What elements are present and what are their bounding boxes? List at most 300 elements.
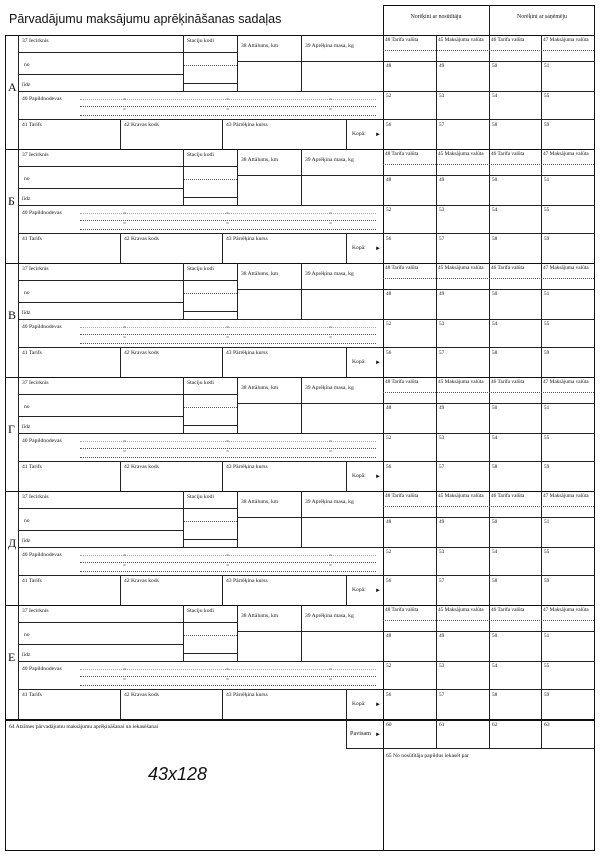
block-3-rrow-dots bbox=[383, 278, 594, 279]
block-2-extra-dots-2 bbox=[80, 229, 376, 230]
total-box-left bbox=[346, 720, 347, 748]
block-4-col-station bbox=[183, 377, 184, 433]
sender-extra-label: 65 No nosūtītāja papildus iekasēt par bbox=[386, 753, 469, 759]
block-4-row-3 bbox=[18, 433, 383, 434]
block-3-cell-50: 50 bbox=[492, 291, 498, 297]
block-4-row-mass bbox=[237, 403, 383, 404]
block-5-extra-dots-2 bbox=[80, 571, 376, 572]
block-1-row-4 bbox=[18, 119, 383, 120]
block-4-cell-51: 51 bbox=[544, 405, 550, 411]
block-4-label-total: Kopā: bbox=[352, 473, 366, 479]
block-5-cell-48: 48 bbox=[386, 519, 392, 525]
block-3-row-1c bbox=[183, 293, 237, 294]
block-2-row-1b bbox=[183, 166, 237, 167]
block-5-cell-56: 56 bbox=[386, 578, 392, 584]
block-4-label-distance: 38 Attālums, km bbox=[241, 385, 279, 391]
block-3-eq-a-1: = bbox=[226, 325, 230, 331]
block-6-eq-b-0: = bbox=[123, 677, 127, 683]
block-5-label-extra: 40 Papildnodevas bbox=[22, 552, 62, 558]
block-1-label-tariff: 41 Tarifs bbox=[22, 122, 42, 128]
block-4-letter: Г bbox=[8, 422, 15, 436]
block-5-col-station bbox=[183, 491, 184, 547]
block-1-eq-b-0: = bbox=[123, 107, 127, 113]
block-3-col-station bbox=[183, 263, 184, 319]
block-3-cell-59: 59 bbox=[544, 350, 550, 356]
block-6-rcol-3 bbox=[489, 605, 490, 719]
block-2-cell-58: 58 bbox=[492, 236, 498, 242]
block-1-rcol-4 bbox=[541, 35, 542, 149]
block-3-eq-a-0: = bbox=[123, 325, 127, 331]
block-2-cell-53: 53 bbox=[439, 207, 445, 213]
total-box-bottom bbox=[346, 748, 594, 749]
block-5-cell-49: 49 bbox=[439, 519, 445, 525]
block-4-left-line bbox=[5, 377, 6, 491]
block-4-cell-55: 55 bbox=[544, 435, 550, 441]
block-1-row-2b bbox=[183, 83, 237, 84]
block-3-cell-57: 57 bbox=[439, 350, 445, 356]
block-3-left-line bbox=[5, 263, 6, 377]
block-4-row-2 bbox=[18, 416, 183, 417]
block-2-cell-54: 54 bbox=[492, 207, 498, 213]
block-4-right-line bbox=[594, 377, 595, 491]
block-3-row-mass bbox=[237, 289, 383, 290]
block-3-label-mass: 39 Aprēķina masa, kg bbox=[305, 271, 354, 277]
block-5-rrow-3 bbox=[383, 575, 594, 576]
block-3-cell-53: 53 bbox=[439, 321, 445, 327]
block-4-col-rate bbox=[222, 461, 223, 491]
footer-bottom-line bbox=[5, 850, 595, 851]
block-3-label-from: 37 Iecirknis bbox=[22, 266, 49, 272]
block-1-cell-57: 57 bbox=[439, 122, 445, 128]
block-3-eq-b-0: = bbox=[123, 335, 127, 341]
block-1-eq-b-1: = bbox=[226, 107, 230, 113]
block-4-label-tariff: 41 Tarifs bbox=[22, 464, 42, 470]
block-1-rrow-1 bbox=[383, 61, 594, 62]
block-1-col-distance bbox=[237, 35, 238, 91]
block-6-row-2 bbox=[18, 644, 183, 645]
block-2-cell-48-currency: 48 Tarifa valūta bbox=[385, 151, 419, 157]
block-4-col-cargo bbox=[120, 461, 121, 491]
block-4-label-station: Staciju kodi bbox=[187, 380, 214, 386]
block-2-row-1 bbox=[18, 166, 183, 167]
block-1-col-total bbox=[346, 119, 347, 149]
block-2-row-1c bbox=[183, 179, 237, 180]
block-5-cell-54: 54 bbox=[492, 549, 498, 555]
block-5-eq-b-0: = bbox=[123, 563, 127, 569]
block-5-col-rate bbox=[222, 575, 223, 605]
footer-col-2 bbox=[436, 720, 437, 748]
block-5-row-3 bbox=[18, 547, 383, 548]
block-1-col-cargo bbox=[120, 119, 121, 149]
block-5-cell-45: 45 Maksājuma valūta bbox=[438, 493, 484, 499]
block-3-eq-b-1: = bbox=[226, 335, 230, 341]
block-2-col-mass bbox=[301, 149, 302, 205]
block-4-eq-b-0: = bbox=[123, 449, 127, 455]
footer-col-4 bbox=[541, 720, 542, 748]
footer-left-line bbox=[5, 720, 6, 850]
block-5-row-1c bbox=[183, 521, 237, 522]
block-5-eq-a-2: = bbox=[329, 553, 333, 559]
block-4-label-from: 37 Iecirknis bbox=[22, 380, 49, 386]
block-3-rcol-2 bbox=[436, 263, 437, 377]
block-1-label-station: Staciju kodi bbox=[187, 38, 214, 44]
block-4-center-line bbox=[383, 377, 384, 491]
block-4-rrow-1 bbox=[383, 403, 594, 404]
block-6-label-total: Kopā: bbox=[352, 701, 366, 707]
block-6-eq-b-2: = bbox=[329, 677, 333, 683]
block-4-total-arrow-icon: ► bbox=[375, 474, 381, 480]
block-5-row-mass bbox=[237, 517, 383, 518]
block-3-eq-a-2: = bbox=[329, 325, 333, 331]
block-4-label-extra: 40 Papildnodevas bbox=[22, 438, 62, 444]
block-4-row-1b bbox=[183, 394, 237, 395]
block-4-cell-47: 47 Maksājuma valūta bbox=[543, 379, 589, 385]
block-3-right-line bbox=[594, 263, 595, 377]
block-1-row-1 bbox=[18, 52, 183, 53]
block-6-row-1c bbox=[183, 635, 237, 636]
block-6-extra-dots-2 bbox=[80, 685, 376, 686]
block-1-col-rate bbox=[222, 119, 223, 149]
block-6-rrow-1 bbox=[383, 631, 594, 632]
block-6-label-mass: 39 Aprēķina masa, kg bbox=[305, 613, 354, 619]
block-1-cell-52: 52 bbox=[386, 93, 392, 99]
block-6-label-to: no bbox=[24, 632, 30, 638]
block-2-center-line bbox=[383, 149, 384, 263]
cell-63: 63 bbox=[544, 722, 550, 728]
block-4-top-line bbox=[5, 377, 595, 378]
block-4-rrow-3 bbox=[383, 461, 594, 462]
block-5-col-total bbox=[346, 575, 347, 605]
block-4-rrow-dots bbox=[383, 392, 594, 393]
block-3-row-1 bbox=[18, 280, 183, 281]
block-6-letter: Е bbox=[8, 650, 16, 664]
block-6-cell-57: 57 bbox=[439, 692, 445, 698]
block-1-rrow-3 bbox=[383, 119, 594, 120]
block-5-letter: Д bbox=[8, 536, 17, 550]
block-2-total-arrow-icon: ► bbox=[375, 246, 381, 252]
block-1-label-distance: 38 Attālums, km bbox=[241, 43, 279, 49]
block-5-cell-55: 55 bbox=[544, 549, 550, 555]
block-2-left-line bbox=[5, 149, 6, 263]
form-title: Pārvadājumu maksājumu aprēķināšanas sadaļas bbox=[9, 12, 282, 26]
block-4-eq-a-1: = bbox=[226, 439, 230, 445]
block-3-label-rate: 43 Pārrēķina kurss bbox=[226, 350, 268, 356]
block-2-cell-45: 45 Maksājuma valūta bbox=[438, 151, 484, 157]
block-6-col-distance bbox=[237, 605, 238, 661]
block-1-left-line bbox=[5, 35, 6, 149]
block-5-cell-58: 58 bbox=[492, 578, 498, 584]
block-1-col-station bbox=[183, 35, 184, 91]
block-2-col-rate bbox=[222, 233, 223, 263]
block-6-cell-53: 53 bbox=[439, 663, 445, 669]
block-5-label-to: no bbox=[24, 518, 30, 524]
block-6-eq-a-0: = bbox=[123, 667, 127, 673]
block-2-label-extra: 40 Papildnodevas bbox=[22, 210, 62, 216]
block-3-cell-47: 47 Maksājuma valūta bbox=[543, 265, 589, 271]
block-6-center-line bbox=[383, 605, 384, 719]
block-5-label-until: līdz bbox=[22, 538, 31, 544]
block-6-row-1 bbox=[18, 622, 183, 623]
block-2-eq-b-1: = bbox=[226, 221, 230, 227]
block-3-cell-45: 45 Maksājuma valūta bbox=[438, 265, 484, 271]
block-4-col-total bbox=[346, 461, 347, 491]
block-4-cell-50: 50 bbox=[492, 405, 498, 411]
block-5-rcol-3 bbox=[489, 491, 490, 605]
block-6-left-line bbox=[5, 605, 6, 719]
block-3-label-total: Kopā: bbox=[352, 359, 366, 365]
block-5-row-1b bbox=[183, 508, 237, 509]
block-6-cell-48-currency: 48 Tarifa valūta bbox=[385, 607, 419, 613]
block-2-cell-55: 55 bbox=[544, 207, 550, 213]
block-5-col-distance bbox=[237, 491, 238, 547]
block-6-label-until: līdz bbox=[22, 652, 31, 658]
block-3-cell-49: 49 bbox=[439, 291, 445, 297]
block-2-row-2b bbox=[183, 197, 237, 198]
block-5-eq-a-1: = bbox=[226, 553, 230, 559]
block-2-eq-b-0: = bbox=[123, 221, 127, 227]
block-3-row-3 bbox=[18, 319, 383, 320]
block-2-row-4 bbox=[18, 233, 383, 234]
block-3-letter: В bbox=[8, 308, 17, 322]
block-2-rrow-3 bbox=[383, 233, 594, 234]
block-6-col-mass bbox=[301, 605, 302, 661]
block-3-col-total bbox=[346, 347, 347, 377]
block-2-rrow-2 bbox=[383, 205, 594, 206]
block-1-row-3 bbox=[18, 91, 383, 92]
block-6-cell-48: 48 bbox=[386, 633, 392, 639]
block-2-cell-48: 48 bbox=[386, 177, 392, 183]
block-4-rcol-4 bbox=[541, 377, 542, 491]
block-1-cell-48: 48 bbox=[386, 63, 392, 69]
block-3-col-rate bbox=[222, 347, 223, 377]
block-2-eq-a-2: = bbox=[329, 211, 333, 217]
block-1-cell-48-currency: 48 Tarifa valūta bbox=[385, 37, 419, 43]
block-2-label-total: Kopā: bbox=[352, 245, 366, 251]
block-2-label-to: no bbox=[24, 176, 30, 182]
block-4-row-1 bbox=[18, 394, 183, 395]
block-2-label-rate: 43 Pārrēķina kurss bbox=[226, 236, 268, 242]
block-2-label-distance: 38 Attālums, km bbox=[241, 157, 279, 163]
block-1-label-total: Kopā: bbox=[352, 131, 366, 137]
block-1-row-1b bbox=[183, 52, 237, 53]
block-3-label-distance: 38 Attālums, km bbox=[241, 271, 279, 277]
footer-top-line bbox=[5, 720, 595, 721]
block-1-cell-51: 51 bbox=[544, 63, 550, 69]
block-5-eq-b-2: = bbox=[329, 563, 333, 569]
block-2-cell-46: 46 Tarifa valūta bbox=[491, 151, 525, 157]
block-6-rrow-2 bbox=[383, 661, 594, 662]
block-4-label-cargo: 42 Kravas kods bbox=[124, 464, 159, 470]
block-5-rrow-2 bbox=[383, 547, 594, 548]
total-all-label: Pavisam bbox=[350, 730, 371, 737]
block-5-right-line bbox=[594, 491, 595, 605]
block-6-label-tariff: 41 Tarifs bbox=[22, 692, 42, 698]
block-6-label-extra: 40 Papildnodevas bbox=[22, 666, 62, 672]
block-4-label-mass: 39 Aprēķina masa, kg bbox=[305, 385, 354, 391]
block-5-cell-48-currency: 48 Tarifa valūta bbox=[385, 493, 419, 499]
footer-right-line bbox=[594, 720, 595, 850]
block-6-label-rate: 43 Pārrēķina kurss bbox=[226, 692, 268, 698]
block-6-label-cargo: 42 Kravas kods bbox=[124, 692, 159, 698]
block-2-right-line bbox=[594, 149, 595, 263]
block-1-cell-46: 46 Tarifa valūta bbox=[491, 37, 525, 43]
block-1-eq-a-0: = bbox=[123, 97, 127, 103]
block-1-center-line bbox=[383, 35, 384, 149]
block-5-label-station: Staciju kodi bbox=[187, 494, 214, 500]
footer-mid-line bbox=[383, 720, 384, 850]
block-5-cell-57: 57 bbox=[439, 578, 445, 584]
block-1-rcol-3 bbox=[489, 35, 490, 149]
block-6-cell-49: 49 bbox=[439, 633, 445, 639]
block-5-col-cargo bbox=[120, 575, 121, 605]
block-1-cell-54: 54 bbox=[492, 93, 498, 99]
block-4-extra-dots-2 bbox=[80, 457, 376, 458]
block-1-row-2 bbox=[18, 74, 183, 75]
block-2-cell-59: 59 bbox=[544, 236, 550, 242]
block-3-cell-54: 54 bbox=[492, 321, 498, 327]
block-1-letter: А bbox=[8, 80, 17, 94]
block-3-row-4 bbox=[18, 347, 383, 348]
block-6-cell-55: 55 bbox=[544, 663, 550, 669]
block-5-label-cargo: 42 Kravas kods bbox=[124, 578, 159, 584]
block-1-label-until: līdz bbox=[22, 82, 31, 88]
block-4-col-distance bbox=[237, 377, 238, 433]
stamp-size-text: 43x128 bbox=[148, 764, 208, 784]
block-3-cell-58: 58 bbox=[492, 350, 498, 356]
block-4-cell-49: 49 bbox=[439, 405, 445, 411]
block-4-cell-46: 46 Tarifa valūta bbox=[491, 379, 525, 385]
block-6-row-mass bbox=[237, 631, 383, 632]
block-1-label-rate: 43 Pārrēķina kurss bbox=[226, 122, 268, 128]
block-6-top-line bbox=[5, 605, 595, 606]
block-6-row-1b bbox=[183, 622, 237, 623]
block-2-rcol-3 bbox=[489, 149, 490, 263]
block-6-rrow-dots bbox=[383, 620, 594, 621]
block-3-cell-51: 51 bbox=[544, 291, 550, 297]
block-6-eq-b-1: = bbox=[226, 677, 230, 683]
block-2-eq-b-2: = bbox=[329, 221, 333, 227]
block-6-cell-58: 58 bbox=[492, 692, 498, 698]
block-6-right-line bbox=[594, 605, 595, 719]
block-2-rcol-2 bbox=[436, 149, 437, 263]
block-2-label-tariff: 41 Tarifs bbox=[22, 236, 42, 242]
block-5-cell-59: 59 bbox=[544, 578, 550, 584]
block-5-label-tariff: 41 Tarifs bbox=[22, 578, 42, 584]
cell-61: 61 bbox=[439, 722, 445, 728]
block-5-rrow-1 bbox=[383, 517, 594, 518]
block-5-top-line bbox=[5, 491, 595, 492]
block-6-rcol-2 bbox=[436, 605, 437, 719]
block-3-rcol-3 bbox=[489, 263, 490, 377]
block-2-cell-57: 57 bbox=[439, 236, 445, 242]
block-3-cell-48: 48 bbox=[386, 291, 392, 297]
block-5-eq-b-1: = bbox=[226, 563, 230, 569]
block-6-label-distance: 38 Attālums, km bbox=[241, 613, 279, 619]
block-3-rrow-3 bbox=[383, 347, 594, 348]
block-3-total-arrow-icon: ► bbox=[375, 360, 381, 366]
block-6-col-rate bbox=[222, 689, 223, 719]
block-1-label-mass: 39 Aprēķina masa, kg bbox=[305, 43, 354, 49]
block-2-label-station: Staciju kodi bbox=[187, 152, 214, 158]
block-3-rrow-2 bbox=[383, 319, 594, 320]
block-5-label-rate: 43 Pārrēķina kurss bbox=[226, 578, 268, 584]
block-2-eq-a-1: = bbox=[226, 211, 230, 217]
block-2-rcol-4 bbox=[541, 149, 542, 263]
block-2-cell-49: 49 bbox=[439, 177, 445, 183]
header-mid-line bbox=[489, 5, 490, 35]
block-6-total-arrow-icon: ► bbox=[375, 702, 381, 708]
block-4-row-1c bbox=[183, 407, 237, 408]
block-5-left-line bbox=[5, 491, 6, 605]
block-6-cell-51: 51 bbox=[544, 633, 550, 639]
block-6-cell-50: 50 bbox=[492, 633, 498, 639]
block-3-cell-56: 56 bbox=[386, 350, 392, 356]
block-6-cell-47: 47 Maksājuma valūta bbox=[543, 607, 589, 613]
block-1-rrow-2 bbox=[383, 91, 594, 92]
block-6-cell-59: 59 bbox=[544, 692, 550, 698]
block-2-rrow-dots bbox=[383, 164, 594, 165]
block-6-cell-52: 52 bbox=[386, 663, 392, 669]
block-5-rcol-4 bbox=[541, 491, 542, 605]
block-3-row-1b bbox=[183, 280, 237, 281]
block-6-label-from: 37 Iecirknis bbox=[22, 608, 49, 614]
block-2-label-cargo: 42 Kravas kods bbox=[124, 236, 159, 242]
block-1-eq-a-2: = bbox=[329, 97, 333, 103]
block-4-cell-54: 54 bbox=[492, 435, 498, 441]
block-5-cell-53: 53 bbox=[439, 549, 445, 555]
block-6-eq-a-1: = bbox=[226, 667, 230, 673]
block-6-col-total bbox=[346, 689, 347, 719]
block-3-label-tariff: 41 Tarifs bbox=[22, 350, 42, 356]
cell-62: 62 bbox=[492, 722, 498, 728]
block-6-rrow-3 bbox=[383, 689, 594, 690]
block-2-col-cargo bbox=[120, 233, 121, 263]
block-3-cell-48-currency: 48 Tarifa valūta bbox=[385, 265, 419, 271]
block-4-cell-52: 52 bbox=[386, 435, 392, 441]
block-5-label-from: 37 Iecirknis bbox=[22, 494, 49, 500]
block-4-cell-59: 59 bbox=[544, 464, 550, 470]
block-2-label-until: līdz bbox=[22, 196, 31, 202]
block-1-cell-58: 58 bbox=[492, 122, 498, 128]
block-6-row-2b bbox=[183, 653, 237, 654]
block-1-eq-b-2: = bbox=[329, 107, 333, 113]
block-2-col-total bbox=[346, 233, 347, 263]
block-3-cell-55: 55 bbox=[544, 321, 550, 327]
block-2-rrow-1 bbox=[383, 175, 594, 176]
block-1-rrow-dots bbox=[383, 50, 594, 51]
block-4-rrow-2 bbox=[383, 433, 594, 434]
block-3-extra-dots-2 bbox=[80, 343, 376, 344]
block-1-eq-a-1: = bbox=[226, 97, 230, 103]
block-5-label-distance: 38 Attālums, km bbox=[241, 499, 279, 505]
block-6-cell-46: 46 Tarifa valūta bbox=[491, 607, 525, 613]
block-5-cell-50: 50 bbox=[492, 519, 498, 525]
block-1-label-extra: 40 Papildnodevas bbox=[22, 96, 62, 102]
block-2-cell-56: 56 bbox=[386, 236, 392, 242]
block-3-top-line bbox=[5, 263, 595, 264]
block-3-label-extra: 40 Papildnodevas bbox=[22, 324, 62, 330]
block-2-row-3 bbox=[18, 205, 383, 206]
block-2-cell-52: 52 bbox=[386, 207, 392, 213]
block-5-cell-51: 51 bbox=[544, 519, 550, 525]
block-2-cell-47: 47 Maksājuma valūta bbox=[543, 151, 589, 157]
block-4-eq-a-0: = bbox=[123, 439, 127, 445]
header-sender: Norēķini ar nosūtītāju bbox=[410, 14, 462, 20]
block-1-cell-47: 47 Maksājuma valūta bbox=[543, 37, 589, 43]
block-4-row-4 bbox=[18, 461, 383, 462]
block-3-rcol-4 bbox=[541, 263, 542, 377]
block-4-cell-48: 48 bbox=[386, 405, 392, 411]
